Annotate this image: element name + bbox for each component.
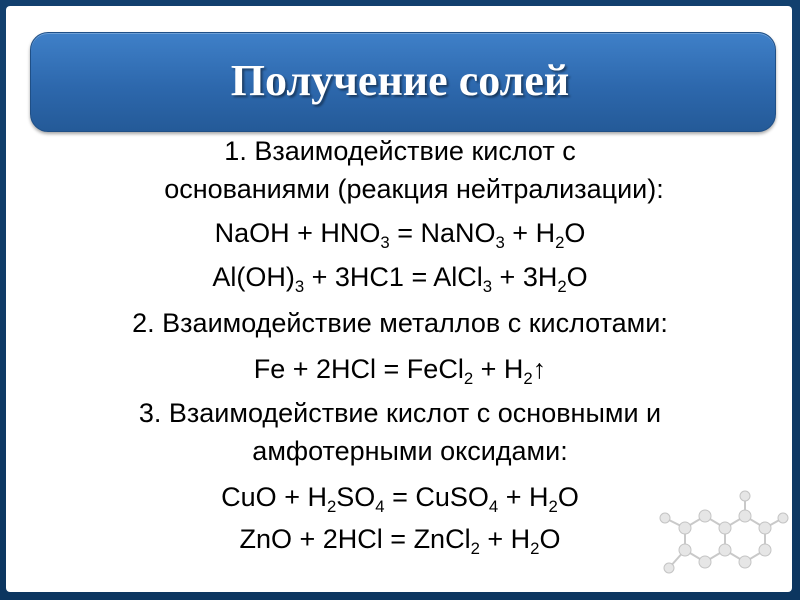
formula-text: O (566, 262, 588, 292)
formula-text: + H (473, 354, 524, 384)
subscript: 4 (488, 496, 499, 516)
formula-text: Al(OH) (212, 262, 295, 292)
formula-text: SO (336, 482, 376, 512)
subscript: 3 (482, 276, 493, 296)
item-3-line-2: амфотерными оксидами: (252, 436, 568, 466)
formula-text: CuO + H (221, 482, 327, 512)
item-1-line-1: 1. Взаимодействие кислот с (224, 136, 576, 166)
subscript: 2 (557, 276, 567, 296)
slide-title: Получение солей (230, 56, 570, 105)
formula-text: ↑ (532, 354, 547, 384)
formula-text: + 3HC1 = AlCl (304, 262, 483, 292)
formula-text: + 3H (492, 262, 558, 292)
subscript: 2 (463, 368, 474, 388)
formula-text: O (557, 482, 579, 512)
formula-text: Fe + 2HCl = FeCl (253, 354, 464, 384)
subscript: 2 (548, 496, 558, 516)
formula-text: = CuSO (384, 482, 489, 512)
subscript: 2 (530, 538, 540, 558)
formula-text: ZnO + 2HCl = ZnCl (239, 524, 471, 554)
formula-text: NaOH + HNO (214, 218, 381, 248)
equation-5 (48, 520, 752, 558)
subscript: 3 (294, 276, 305, 296)
formula-text: = NaNO (389, 218, 496, 248)
item-1-line-2: основаниями (реакция нейтрализации): (164, 174, 664, 204)
subscript: 2 (326, 496, 337, 516)
subscript: 3 (380, 232, 390, 252)
equation-1 (48, 214, 752, 252)
molecule-icon (655, 488, 790, 583)
subscript: 2 (555, 232, 565, 252)
subscript: 2 (470, 538, 480, 558)
formula-text: O (539, 524, 561, 554)
item-3-line-1: 3. Взаимодействие кислот с основными и (138, 398, 662, 428)
equation-4 (48, 478, 752, 516)
equation-2 (48, 258, 752, 296)
formula-text: + H (498, 482, 549, 512)
equation-3 (48, 350, 752, 388)
formula-text: + H (504, 218, 556, 248)
subscript: 4 (375, 496, 385, 516)
subscript: 3 (495, 232, 505, 252)
formula-text: O (564, 218, 586, 248)
subscript: 2 (523, 368, 533, 388)
formula-text: + H (479, 524, 531, 554)
item-2-line-1: 2. Взаимодействие металлов с кислотами: (132, 308, 668, 338)
